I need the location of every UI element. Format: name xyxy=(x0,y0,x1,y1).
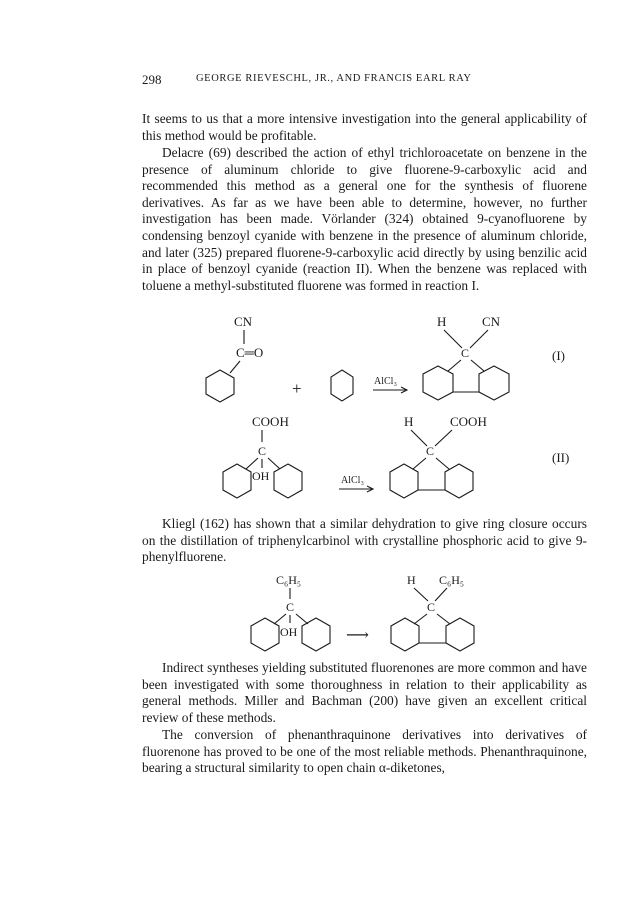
bond-line xyxy=(296,614,308,624)
fluorene-ring-right xyxy=(445,464,473,498)
carbonyl-label: C═O xyxy=(236,345,264,360)
bond-line xyxy=(444,330,462,348)
reaction-arrow: ⟶ xyxy=(346,627,369,644)
benzene-ring xyxy=(274,464,302,498)
reaction-1-label: (I) xyxy=(552,348,565,363)
oh-label: OH xyxy=(252,469,270,483)
reaction-2-diagram xyxy=(142,412,587,508)
c-label: C xyxy=(286,600,295,614)
benzene-ring xyxy=(331,370,353,401)
bond-line xyxy=(436,458,449,469)
bond-line xyxy=(413,458,426,469)
paragraph-1: It seems to us that a more intensive investigation into the general applicability of this method would be profitable. xyxy=(142,111,587,143)
c-label: C xyxy=(461,346,470,360)
c-product-label: C xyxy=(427,600,436,614)
paragraph-5: The conversion of phenanthraquinone derivatives into derivatives of fluorenone has proved to be one of the most reliable methods. Phenanthraquinone, bearing a structural similarity to open chain α-diketones, xyxy=(142,727,587,776)
fluorene-ring-left xyxy=(423,366,453,400)
fluorene-ring-right xyxy=(446,618,474,651)
bond-line xyxy=(411,430,427,446)
fluorene-ring-right xyxy=(479,366,509,400)
c6h5-product-label: C₆H₅ xyxy=(439,573,465,587)
running-title: GEORGE RIEVESCHL, JR., AND FRANCIS EARL RAY xyxy=(196,73,472,84)
bond-line xyxy=(448,360,461,371)
bond-line xyxy=(470,330,488,348)
h-label: H xyxy=(407,573,416,587)
bond-line xyxy=(471,360,484,371)
benzene-ring xyxy=(223,464,251,498)
c-label: C xyxy=(258,444,267,458)
oh-label: OH xyxy=(280,625,298,639)
bond-line xyxy=(414,588,428,601)
reaction-3-diagram xyxy=(142,572,587,652)
fluorene-ring-left xyxy=(390,464,418,498)
reaction-2-label: (II) xyxy=(552,450,570,465)
bond-line xyxy=(268,458,280,469)
reaction-1-diagram xyxy=(142,308,587,408)
plus-sign: + xyxy=(292,379,302,398)
paragraph-4: Indirect syntheses yielding substituted fluorenones are more common and have been investigated with some thoroughness in relation to their applicability as general methods. Miller and Bachman (200) have given an excellent critical review of these methods. xyxy=(142,660,587,725)
page-header xyxy=(142,72,587,90)
reaction-2-svg xyxy=(142,412,587,508)
bond-line xyxy=(435,588,447,601)
cn-label: CN xyxy=(234,314,253,329)
bond-line xyxy=(230,361,240,373)
c-product-label: C xyxy=(426,444,435,458)
cooh-product-label: COOH xyxy=(450,414,487,429)
reaction-3-svg xyxy=(142,572,587,652)
reagent-label: AlCl₃ xyxy=(374,376,397,387)
bond-line xyxy=(437,614,450,624)
c6h5-label: C₆H₅ xyxy=(276,573,302,587)
bond-line xyxy=(274,614,286,624)
h-label: H xyxy=(437,314,447,329)
benzene-ring xyxy=(206,370,234,402)
cooh-label: COOH xyxy=(252,414,289,429)
bond-line xyxy=(435,430,452,446)
reagent-label: AlCl₃ xyxy=(341,475,364,486)
page-number: 298 xyxy=(142,72,162,87)
paragraph-2: Delacre (69) described the action of ethyl trichloroacetate on benzene in the presence of aluminum chloride to give fluorene-9-carboxylic acid and recommended this method as a general one for the synthesis of fluorene derivatives. As far as we have been able to determine, however, no further investigation has been made. Vörlander (324) obtained 9-cyanofluorene by condensing benzoyl cyanide with benzene in the presence of aluminum chloride, and later (325) prepared fluorene-9-carboxylic acid directly by using benzilic acid in place of benzoyl cyanide (reaction II). When the benzene was replaced with toluene a methyl-substituted fluorene was formed in reaction I. xyxy=(142,145,587,293)
paragraph-3: Kliegl (162) has shown that a similar dehydration to give ring closure occurs on the distillation of triphenylcarbinol with crystalline phosphoric acid to give 9-phenylfluorene. xyxy=(142,516,587,565)
bond-line xyxy=(246,458,258,469)
bond-line xyxy=(414,614,427,624)
cn-product-label: CN xyxy=(482,314,501,329)
reaction-1-svg xyxy=(142,308,587,408)
h-label: H xyxy=(404,414,414,429)
